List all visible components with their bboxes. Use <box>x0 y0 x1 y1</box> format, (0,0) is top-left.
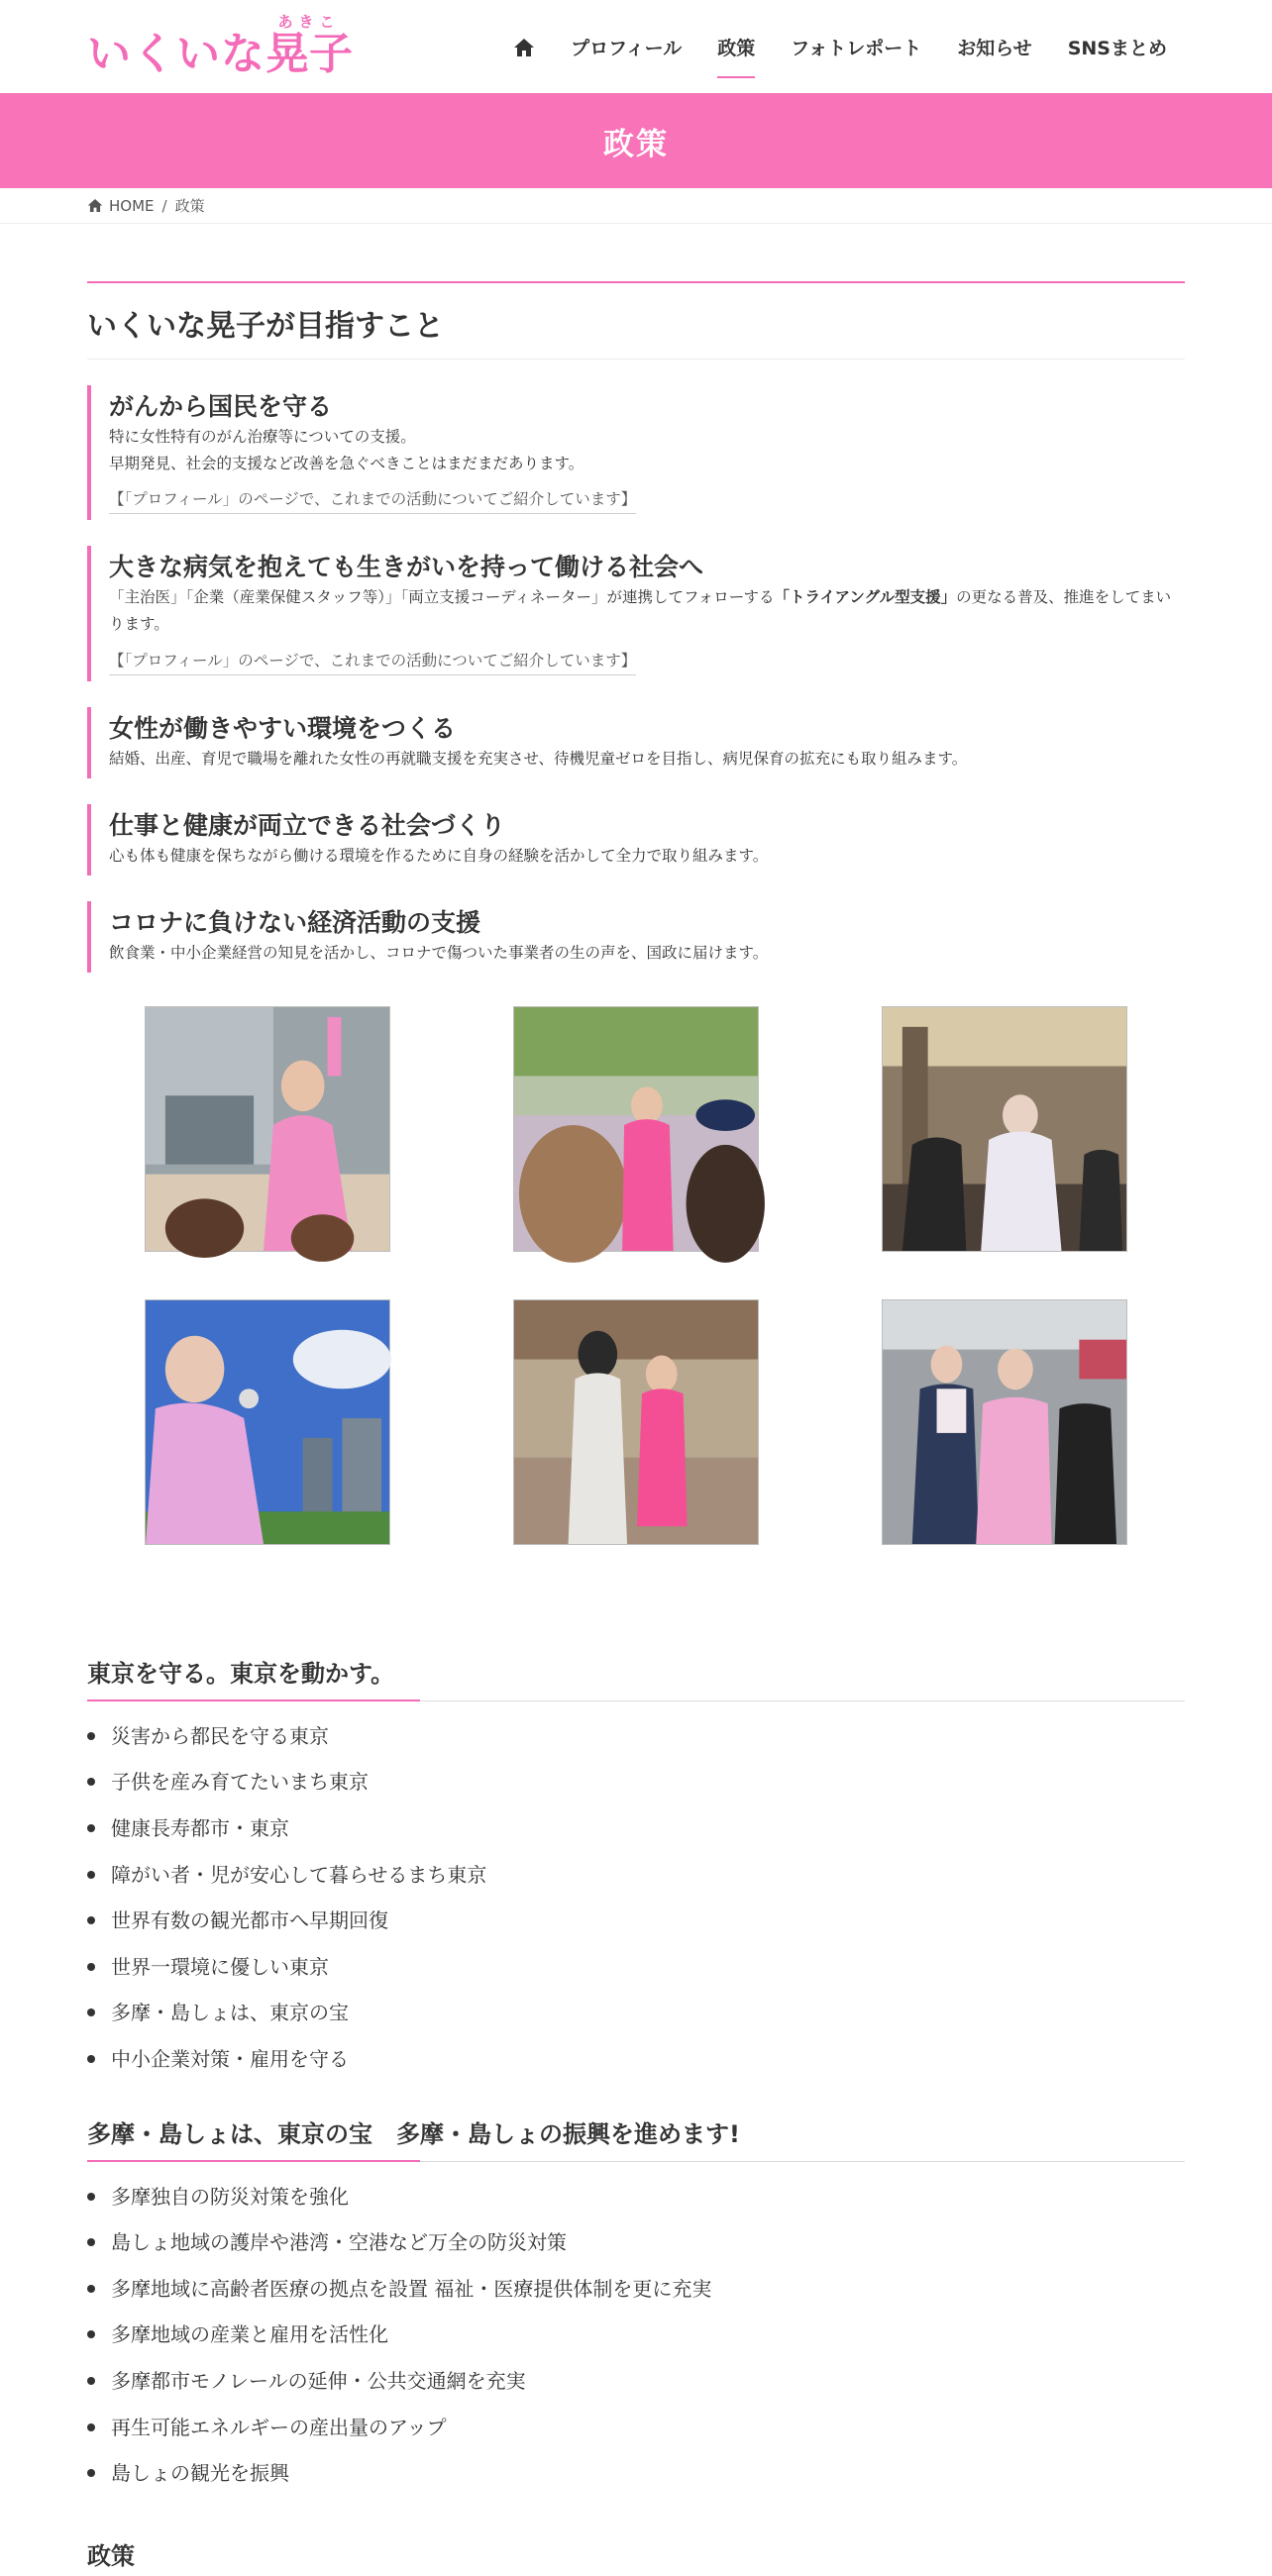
tama-section <box>87 2114 1185 2497</box>
nav-home[interactable] <box>495 26 553 67</box>
list-item: 災害から都民を守る東京 <box>87 1713 1185 1760</box>
list-item: 多摩独自の防災対策を強化 <box>87 2174 1185 2220</box>
home-icon <box>87 198 103 213</box>
nav-news[interactable]: お知らせ <box>957 37 1032 59</box>
home-icon <box>513 38 535 57</box>
policy-desc <box>109 584 1185 638</box>
list-item: 健康長寿都市・東京 <box>87 1805 1185 1852</box>
nav-sns[interactable]: SNSまとめ <box>1067 37 1167 59</box>
nav-profile[interactable]: プロフィール <box>571 37 683 59</box>
policy-desc: 心も体も健康を保ちながら働ける環境を作るために自身の経験を活かして全力で取り組みます。 <box>109 846 769 865</box>
campaign-photo[interactable] <box>513 1299 759 1545</box>
section-heading: いくいな晃子が目指すこと <box>87 283 1185 360</box>
list-item: 島しょ地域の護岸や港湾・空港など万全の防災対策 <box>87 2219 1185 2266</box>
list-item: 多摩・島しょは、東京の宝 <box>87 1990 1185 2036</box>
list-item: 世界有数の観光都市へ早期回復 <box>87 1898 1185 1944</box>
photo-image <box>514 1300 758 1544</box>
list-item: 島しょの観光を振興 <box>87 2450 1185 2497</box>
policy-covid-economy <box>87 901 1185 973</box>
list-item: 障がい者・児が安心して暮らせるまち東京 <box>87 1852 1185 1899</box>
policy-title: 大きな病気を抱えても生きがいを持って働ける社会へ <box>109 553 704 582</box>
photo-gallery <box>87 1006 1185 1545</box>
policy-desc-pre: 「主治医」「企業（産業保健スタッフ等）」「両立支援コーディネーター」が連携してフォローする <box>109 588 775 607</box>
list-item: 再生可能エネルギーの産出量のアップ <box>87 2405 1185 2451</box>
logo-kanji <box>265 13 353 79</box>
policy-title: コロナに負けない経済活動の支援 <box>109 907 481 937</box>
profile-link[interactable]: 【「プロフィール」のページで、これまでの活動についてご紹介しています】 <box>109 487 636 514</box>
photo-image <box>883 1300 1126 1544</box>
tama-heading: 多摩・島しょは、東京の宝 多摩・島しょの振興を進めます! <box>87 2114 1185 2162</box>
policy-work-health <box>87 804 1185 876</box>
list-item: 多摩都市モノレールの延伸・公共交通網を充実 <box>87 2358 1185 2405</box>
page-title: 政策 <box>603 126 669 162</box>
nav-policy[interactable]: 政策 <box>699 24 773 70</box>
tama-list <box>87 2174 1185 2497</box>
policy-desc: 特に女性特有のがん治療等についての支援。 <box>109 428 416 446</box>
policy-desc: 飲食業・中小企業経営の知見を活かし、コロナで傷ついた事業者の生の声を、国政に届けます。 <box>109 943 769 962</box>
breadcrumb-home-label: HOME <box>109 196 155 215</box>
policy-women-work <box>87 707 1185 778</box>
profile-link[interactable]: 【「プロフィール」のページで、これまでの活動についてご紹介しています】 <box>109 649 636 675</box>
policy-title: がんから国民を守る <box>109 392 333 421</box>
main-nav <box>495 24 1185 70</box>
policy-desc-post: の更なる普及、推進をしてまいります。 <box>109 588 1172 634</box>
photo-image <box>146 1300 389 1544</box>
next-section-heading: 政策 <box>87 2541 135 2570</box>
campaign-photo[interactable] <box>882 1299 1127 1545</box>
page-banner <box>0 93 1272 188</box>
breadcrumb <box>0 188 1272 224</box>
breadcrumb-separator: / <box>161 196 167 215</box>
site-logo[interactable] <box>87 13 353 79</box>
policy-desc-bold: 「トライアングル型支援」 <box>774 588 957 607</box>
tokyo-list <box>87 1713 1185 2083</box>
list-item: 多摩地域に高齢者医療の拠点を設置 福祉・医療提供体制を更に充実 <box>87 2266 1185 2313</box>
logo-text: いくいな <box>87 29 265 79</box>
nav-photo-report[interactable]: フォトレポート <box>791 37 922 59</box>
photo-image <box>146 1007 389 1251</box>
policy-title: 仕事と健康が両立できる社会づくり <box>109 810 506 840</box>
policy-cancer <box>87 385 1185 520</box>
tokyo-heading: 東京を守る。東京を動かす。 <box>87 1654 1185 1701</box>
logo-ruby: あきこ <box>277 13 341 31</box>
site-header <box>0 0 1272 93</box>
breadcrumb-home[interactable] <box>87 197 155 215</box>
campaign-photo[interactable] <box>145 1299 390 1545</box>
policy-desc: 結婚、出産、育児で職場を離れた女性の再就職支援を充実させ、待機児童ゼロを目指し、病児保育の拡充にも取り組みます。 <box>109 749 968 768</box>
breadcrumb-current: 政策 <box>174 197 205 215</box>
list-item: 中小企業対策・雇用を守る <box>87 2036 1185 2083</box>
photo-image <box>883 1007 1126 1251</box>
list-item: 子供を産み育てたいまち東京 <box>87 1759 1185 1805</box>
policy-desc: 早期発見、社会的支援など改善を急ぐべきことはまだまだあります。 <box>109 455 584 473</box>
campaign-photo[interactable] <box>145 1006 390 1252</box>
campaign-photo[interactable] <box>513 1006 759 1252</box>
tokyo-section <box>87 1654 1185 2083</box>
campaign-photo[interactable] <box>882 1006 1127 1252</box>
policy-illness-work <box>87 546 1185 680</box>
list-item: 多摩地域の産業と雇用を活性化 <box>87 2312 1185 2358</box>
logo-kanji-text: 晃子 <box>265 29 353 79</box>
main-content <box>0 281 1272 2576</box>
photo-image <box>514 1007 758 1251</box>
policy-title: 女性が働きやすい環境をつくる <box>109 713 457 743</box>
list-item: 世界一環境に優しい東京 <box>87 1944 1185 1991</box>
